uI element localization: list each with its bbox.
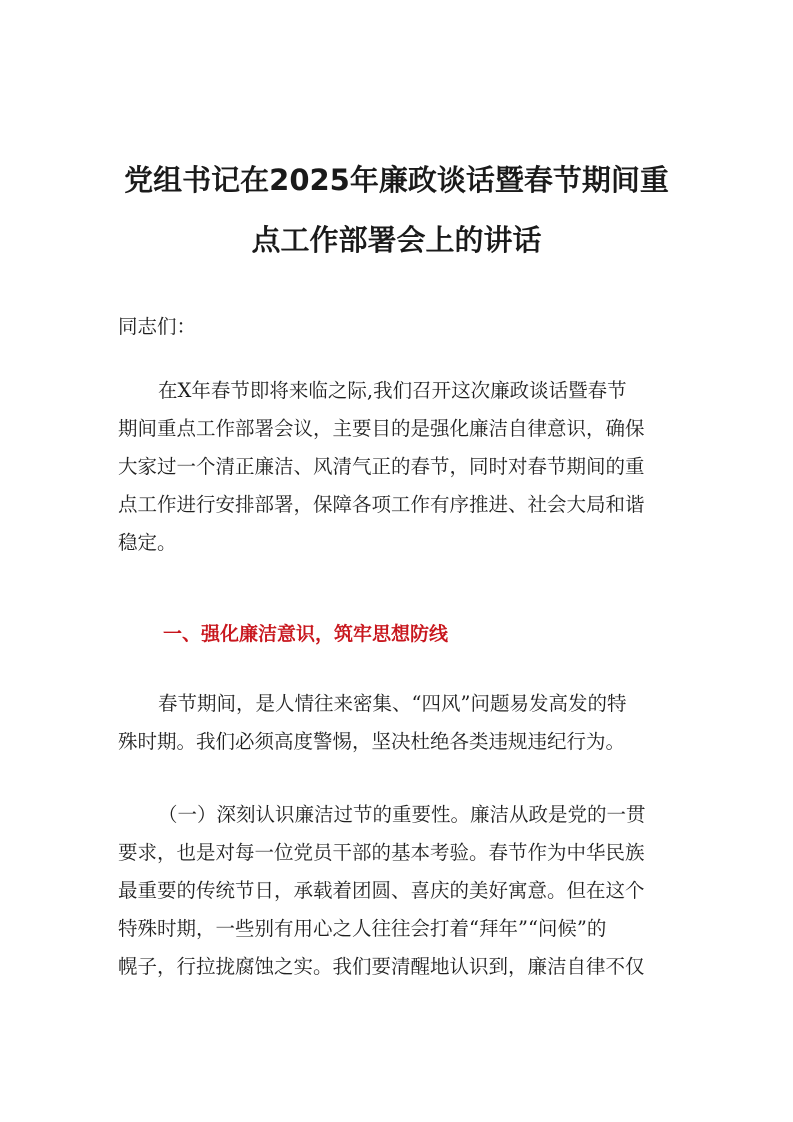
salutation: 同志们： bbox=[118, 315, 197, 338]
paragraph-1 bbox=[118, 685, 678, 761]
text-line: 幌子，行拉拢腐蚀之实。我们要清醒地认识到，廉洁自律不仅 bbox=[118, 955, 645, 978]
text-line: 要求，也是对每一位党员干部的基本考验。春节作为中华民族 bbox=[118, 841, 645, 864]
text-line: 特殊时期，一些别有用心之人往往会打着“拜年”“问候”的 bbox=[118, 917, 607, 940]
text-line: 殊时期。我们必须高度警惕，坚决杜绝各类违规违纪行为。 bbox=[118, 730, 626, 753]
intro-paragraph bbox=[118, 372, 678, 562]
text-line: 点工作进行安排部署，保障各项工作有序推进、社会大局和谐 bbox=[118, 493, 645, 516]
text-line: 期间重点工作部署会议，主要目的是强化廉洁自律意识，确保 bbox=[118, 417, 645, 440]
text-line: 春节期间，是人情往来密集、“四风”问题易发高发的特 bbox=[158, 692, 627, 715]
title-line-2: 点工作部署会上的讲话 bbox=[251, 223, 542, 257]
text-line: （一）深刻认识廉洁过节的重要性。廉洁从政是党的一贯 bbox=[158, 803, 646, 826]
section-heading: 一、强化廉洁意识，筑牢思想防线 bbox=[163, 623, 449, 645]
text-line: 最重要的传统节日，承载着团圆、喜庆的美好寓意。但在这个 bbox=[118, 879, 645, 902]
text-line: 稳定。 bbox=[118, 531, 177, 554]
title-line-1: 党组书记在2025年廉政谈话暨春节期间重 bbox=[124, 163, 669, 197]
text-line: 在X年春节即将来临之际,我们召开这次廉政谈话暨春节 bbox=[158, 379, 627, 402]
text-line: 大家过一个清正廉洁、风清气正的春节，同时对春节期间的重 bbox=[118, 455, 645, 478]
paragraph-2 bbox=[118, 796, 678, 986]
